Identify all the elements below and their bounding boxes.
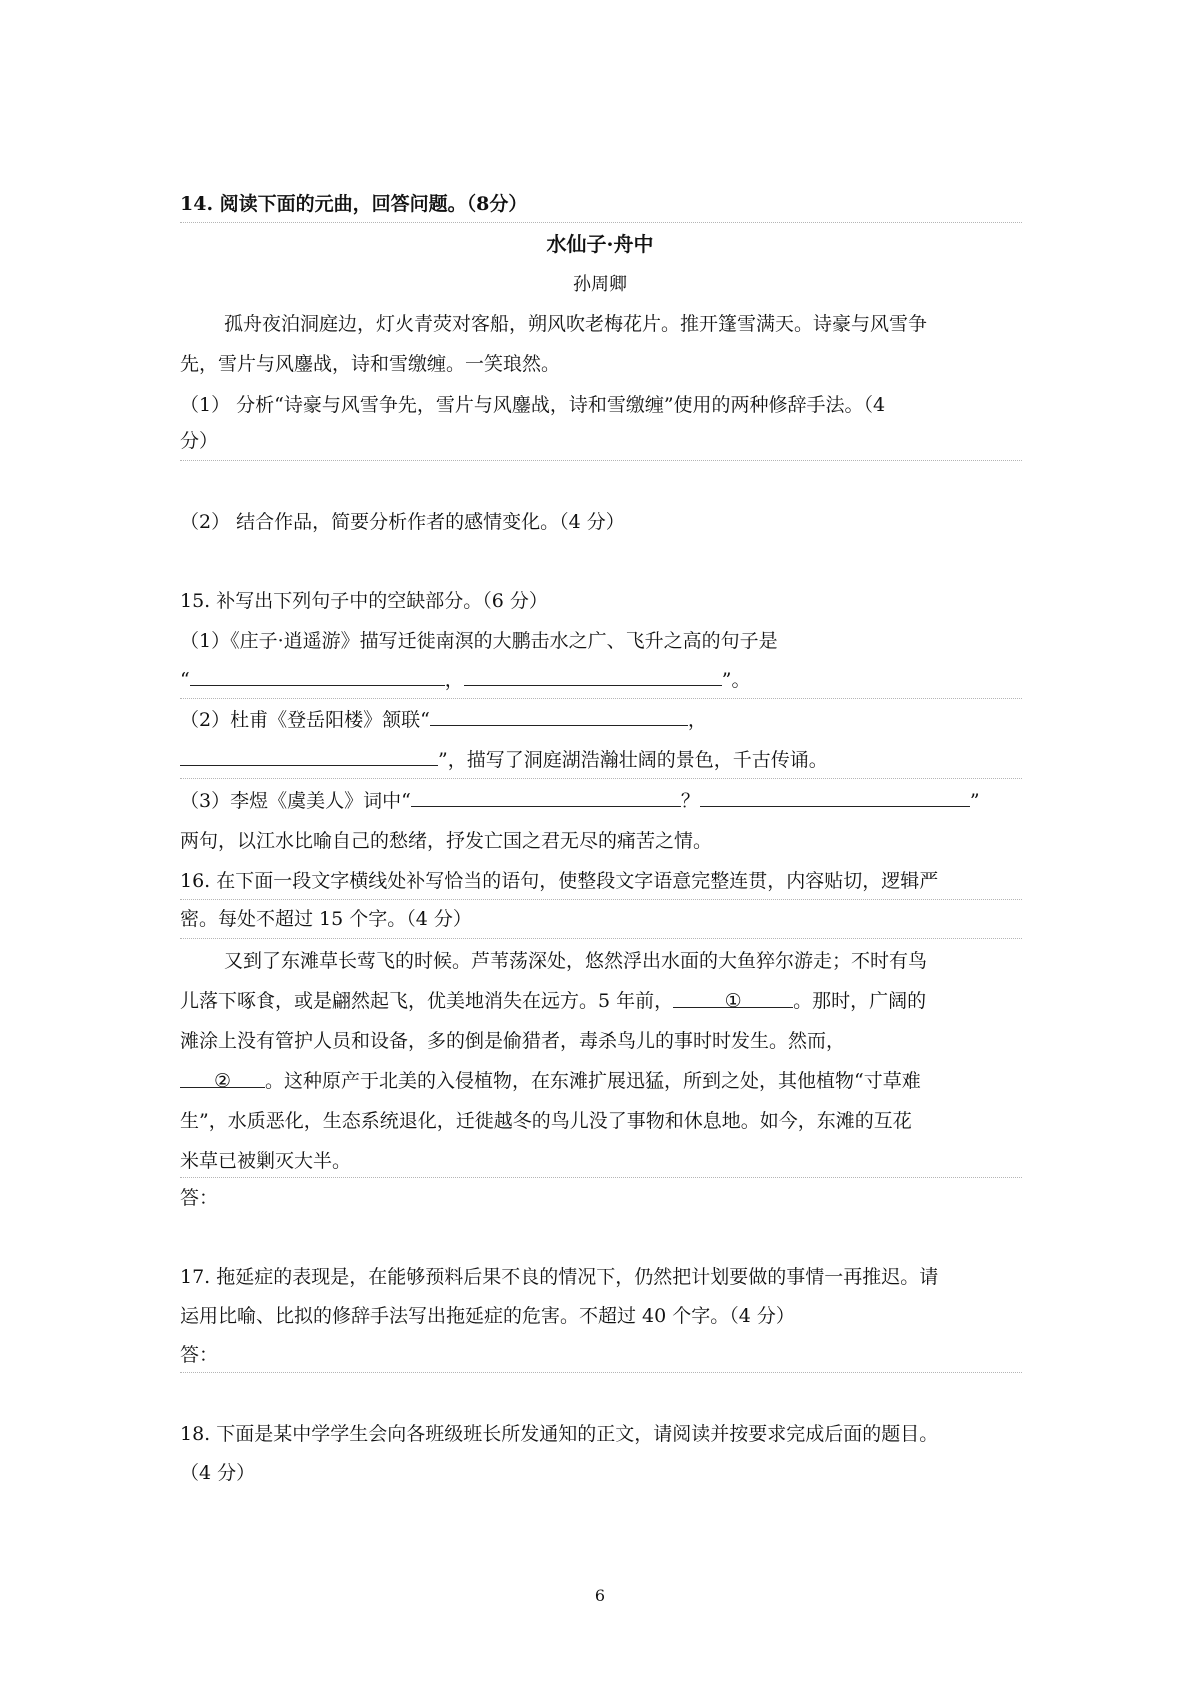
q16-para-line-2 bbox=[180, 987, 926, 1015]
q16-answer-label: 答： bbox=[180, 1187, 219, 1209]
para-text: 。这种原产于北美的入侵植物，在东滩扩展迅猛，所到之处，其他植物“寸草难 bbox=[265, 1070, 921, 1092]
q15-heading: 15. 补写出下列句子中的空缺部分。（6 分） bbox=[180, 590, 548, 612]
q14-sub1-line-2: 分） bbox=[180, 430, 219, 452]
q17-line-2: 运用比喻、比拟的修辞手法写出拖延症的危害。不超过 40 个字。（4 分） bbox=[180, 1305, 795, 1327]
divider bbox=[180, 938, 1022, 939]
q17-answer-label: 答： bbox=[180, 1344, 219, 1366]
divider bbox=[180, 1177, 1022, 1178]
q14-sub1-line-1: （1） 分析“诗豪与风雪争先，雪片与风鏖战，诗和雪缴缠”使用的两种修辞手法。（4 bbox=[180, 394, 886, 416]
answer-blank[interactable] bbox=[464, 665, 722, 686]
divider bbox=[180, 1372, 1022, 1373]
q17-line-1: 17. 拖延症的表现是，在能够预料后果不良的情况下，仍然把计划要做的事情一再推迟。请 bbox=[180, 1266, 939, 1288]
q16-para-line-3: 滩涂上没有管护人员和设备，多的倒是偷猎者，毒杀鸟儿的事时时发生。然而， bbox=[180, 1030, 846, 1052]
divider bbox=[180, 222, 1022, 223]
open-quote: “ bbox=[180, 669, 190, 691]
comma: ， bbox=[444, 669, 464, 691]
para-text: 儿落下啄食，或是翩然起飞，优美地消失在远方。5 年前， bbox=[180, 990, 674, 1012]
q14-heading: 14. 阅读下面的元曲，回答问题。（8分） bbox=[180, 193, 528, 215]
q15-item3-line-1 bbox=[180, 786, 980, 815]
answer-blank[interactable] bbox=[411, 786, 681, 807]
answer-blank-2[interactable]: ② bbox=[180, 1067, 265, 1088]
poem-line-2: 先，雪片与风鏖战，诗和雪缴缠。一笑琅然。 bbox=[180, 353, 561, 375]
q16-para-line-1: 又到了东滩草长莺飞的时候。芦苇荡深处，悠然浮出水面的大鱼猝尔游走；不时有鸟 bbox=[224, 950, 928, 972]
answer-blank[interactable] bbox=[180, 745, 438, 766]
para-text: 。那时，广阔的 bbox=[793, 990, 927, 1012]
q16-heading-line-2: 密。每处不超过 15 个字。（4 分） bbox=[180, 908, 472, 930]
q15-item2-line-1 bbox=[180, 705, 707, 734]
close-quote: ”。 bbox=[721, 669, 751, 691]
q15-item1-line-2 bbox=[180, 665, 750, 694]
poem-author: 孙周卿 bbox=[573, 274, 627, 295]
answer-blank[interactable] bbox=[190, 665, 445, 686]
q16-para-line-6: 米草已被剿灭大半。 bbox=[180, 1150, 352, 1172]
close-quote: ” bbox=[969, 790, 980, 812]
item2-prefix: （2）杜甫《登岳阳楼》颔联“ bbox=[180, 709, 430, 731]
answer-blank-1[interactable]: ① bbox=[673, 987, 793, 1008]
divider bbox=[180, 778, 1022, 779]
poem-title: 水仙子·舟中 bbox=[546, 232, 654, 256]
q15-item1-line-1: （1）《庄子·逍遥游》描写迁徙南溟的大鹏击水之广、飞升之高的句子是 bbox=[180, 630, 778, 652]
item3-prefix: （3）李煜《虞美人》词中“ bbox=[180, 790, 411, 812]
page-number: 6 bbox=[594, 1586, 606, 1605]
divider bbox=[180, 460, 1022, 461]
q16-heading-line-1: 16. 在下面一段文字横线处补写恰当的语句，使整段文字语意完整连贯，内容贴切，逻辑严 bbox=[180, 870, 939, 892]
divider bbox=[180, 899, 1022, 900]
q15-item3-line-2: 两句，以江水比喻自己的愁绪，抒发亡国之君无尽的痛苦之情。 bbox=[180, 830, 713, 852]
q16-para-line-5: 生”，水质恶化，生态系统退化，迁徙越冬的鸟儿没了事物和休息地。如今，东滩的互花 bbox=[180, 1110, 912, 1132]
poem-line-1: 孤舟夜泊洞庭边，灯火青荧对客船，朔风吹老梅花片。推开篷雪满天。诗豪与风雪争 bbox=[224, 313, 928, 335]
comma: ， bbox=[687, 709, 707, 731]
question-mark: ？ bbox=[680, 790, 700, 812]
q16-para-line-4 bbox=[180, 1067, 921, 1095]
divider bbox=[180, 698, 1022, 699]
q18-line-2: （4 分） bbox=[180, 1462, 256, 1484]
answer-blank[interactable] bbox=[700, 786, 970, 807]
answer-blank[interactable] bbox=[430, 705, 688, 726]
q15-item2-line-2 bbox=[180, 745, 828, 774]
item2-suffix: ”，描写了洞庭湖浩瀚壮阔的景色，千古传诵。 bbox=[438, 749, 828, 771]
q18-line-1: 18. 下面是某中学学生会向各班级班长所发通知的正文，请阅读并按要求完成后面的题目。 bbox=[180, 1423, 939, 1445]
q14-sub2: （2） 结合作品，简要分析作者的感情变化。（4 分） bbox=[180, 511, 625, 533]
